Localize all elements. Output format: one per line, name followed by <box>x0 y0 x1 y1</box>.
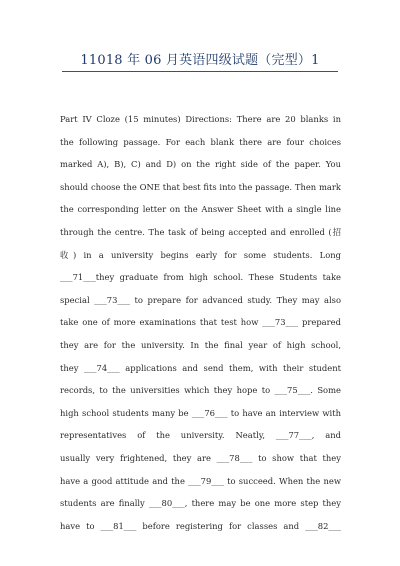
passage-line: the corresponding letter on the Answer Sheet with a single line <box>60 204 341 215</box>
passage-line: marked A), B), C) and D) on the right side of the paper. You <box>60 159 341 170</box>
passage-line: 收) in a university begins early for some students. Long <box>60 249 341 260</box>
passage-line: records, to the universities which they hope to ___75___. Some <box>60 385 341 396</box>
passage-line: the following passage. For each blank there are four choices <box>60 136 341 147</box>
passage-line: representatives of the university. Neatly, ___77___, and <box>60 430 341 441</box>
document-title: 11018 年 06 月英语四级试题（完型）1 <box>80 53 320 68</box>
cloze-passage <box>60 108 341 537</box>
passage-line: ___71___they graduate from high school. These Students take <box>60 272 341 283</box>
passage-line: they are for the university. In the final year of high school, <box>60 339 341 350</box>
title-underline <box>62 71 338 72</box>
passage-line: have a good attitude and the ___79___ to succeed. When the new <box>60 475 341 486</box>
passage-line: they ___74___ applications and send them, with their student <box>60 362 341 373</box>
passage-line: through the centre. The task of being accepted and enrolled (招 <box>60 226 341 237</box>
passage-line: special ___73___ to prepare for advanced study. They may also <box>60 294 341 305</box>
passage-line: usually very frightened, they are ___78___ to show that they <box>60 452 341 463</box>
passage-line: should choose the ONE that best fits into the passage. Then mark <box>60 181 341 192</box>
passage-line: Part IV Cloze (15 minutes) Directions: There are 20 blanks in <box>60 114 341 124</box>
passage-line: students are finally ___80___, there may be one more step they <box>60 498 341 509</box>
passage-line: take one of more examinations that test how ___73___ prepared <box>60 317 341 328</box>
passage-line: high school students many be ___76___ to have an interview with <box>60 407 341 418</box>
passage-line: have to ___81___ before registering for classes and ___82___ <box>60 520 341 531</box>
